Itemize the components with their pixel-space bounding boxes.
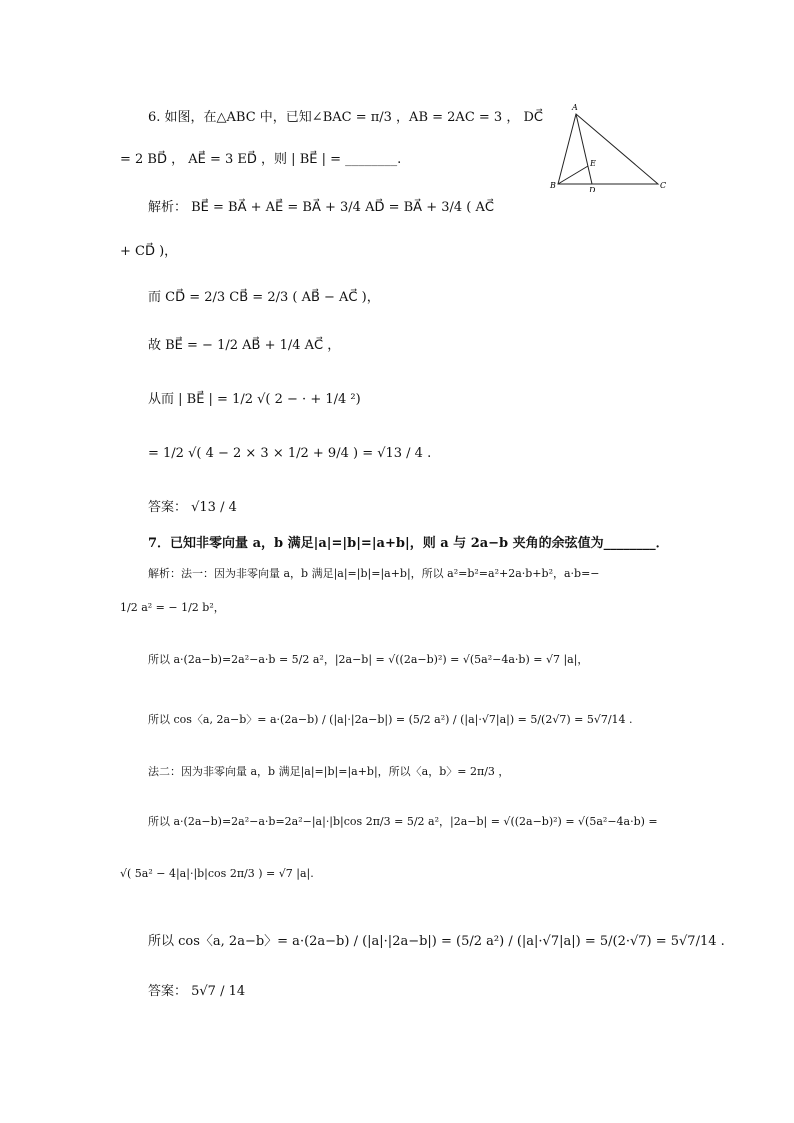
problem7-solution-line8: 所以 cos〈a, 2a−b〉= a·(2a−b) / (|a|·|2a−b|) = (5/2 a²) / (|a|·√7|a|) = 5/(2·√7) = 5√7/14 . xyxy=(148,934,725,949)
problem6-line1: 6. 如图，在△ABC 中，已知∠BAC = π/3 ，AB = 2AC = 3 ， DC⃗ xyxy=(148,110,543,125)
triangle-figure xyxy=(548,100,668,192)
label-b: B xyxy=(550,181,556,190)
problem7-solution-line3: 所以 a·(2a−b)=2a²−a·b = 5/2 a²，|2a−b| = √((2a−b)²) = √(5a²−4a·b) = √7 |a|， xyxy=(148,653,589,666)
problem7-solution-line7: √( 5a² − 4|a|·|b|cos 2π/3 ) = √7 |a|. xyxy=(120,867,314,880)
segment-ad xyxy=(576,114,592,184)
problem6-solution-line3: 而 CD⃗ = 2/3 CB⃗ = 2/3 ( AB⃗ − AC⃗ )， xyxy=(148,290,380,305)
problem6-line2: = 2 BD⃗ ， AE⃗ = 3 ED⃗ ，则 | BE⃗ | = ________. xyxy=(120,152,402,167)
label-d: D xyxy=(589,186,596,192)
problem6-solution-line5: 从而 | BE⃗ | = 1/2 √( 2 − · + 1/4 ²) xyxy=(148,392,361,407)
problem6-solution-line1: 解析： BE⃗ = BA⃗ + AE⃗ = BA⃗ + 3/4 AD⃗ = BA⃗ + 3/4 ( AC⃗ xyxy=(148,200,494,215)
problem7-solution-line6: 所以 a·(2a−b)=2a²−a·b=2a²−|a|·|b|cos 2π/3 = 5/2 a²，|2a−b| = √((2a−b)²) = √(5a²−4a·b) = xyxy=(148,815,658,828)
problem7-answer: 答案： 5√7 / 14 xyxy=(148,984,246,999)
problem6-solution-line2: + CD⃗ )， xyxy=(120,244,178,259)
problem6-solution-line4: 故 BE⃗ = − 1/2 AB⃗ + 1/4 AC⃗ ， xyxy=(148,338,341,353)
label-a: A xyxy=(572,103,578,112)
label-c: C xyxy=(660,181,667,190)
problem7-solution-line1: 解析：法一：因为非零向量 a，b 满足|a|=|b|=|a+b|，所以 a²=b²=a²+2a·b+b²，a·b=− xyxy=(148,567,600,580)
segment-be xyxy=(558,166,588,184)
problem7-solution-line4: 所以 cos〈a, 2a−b〉= a·(2a−b) / (|a|·|2a−b|) = (5/2 a²) / (|a|·√7|a|) = 5/(2√7) = 5√7/14 . xyxy=(148,713,633,726)
problem6-solution-line6: = 1/2 √( 4 − 2 × 3 × 1/2 + 9/4 ) = √13 / 4 . xyxy=(148,446,432,461)
triangle-abc xyxy=(558,114,658,184)
problem7-solution-line5: 法二：因为非零向量 a，b 满足|a|=|b|=|a+b|，所以〈a，b〉= 2π/3 ， xyxy=(148,765,510,778)
label-e: E xyxy=(590,159,596,168)
problem6-answer: 答案： √13 / 4 xyxy=(148,500,237,515)
problem7-question: 7．已知非零向量 a，b 满足|a|=|b|=|a+b|，则 a 与 2a−b 夹角的余弦值为________． xyxy=(148,536,669,551)
problem7-solution-line2: 1/2 a² = − 1/2 b²， xyxy=(120,601,225,614)
